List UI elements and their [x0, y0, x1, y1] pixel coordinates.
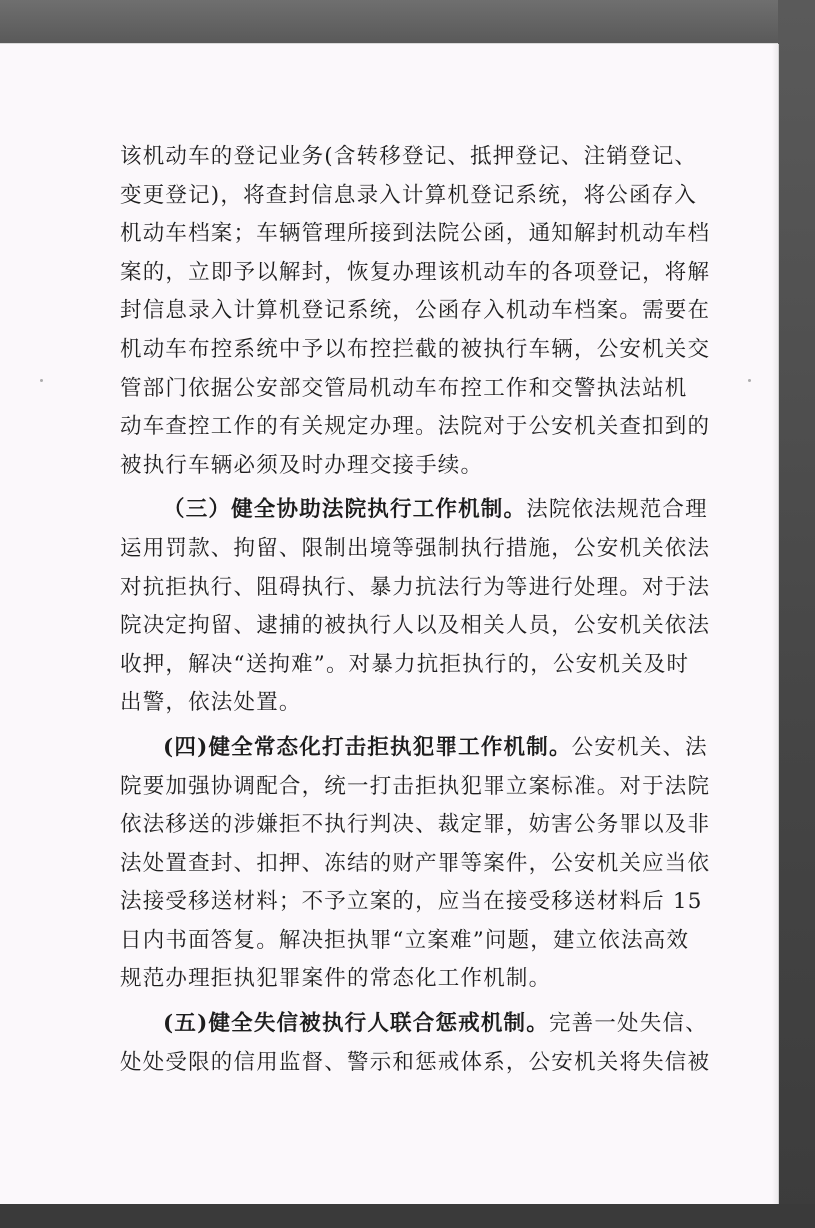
text-line: 案的，立即予以解封，恢复办理该机动车的各项登记，将解 — [120, 259, 711, 285]
text-line: 机动车档案；车辆管理所接到法院公函，通知解封机动车档 — [120, 221, 711, 247]
text-line: 该机动车的登记业务(含转移登记、抵押登记、注销登记、 — [120, 144, 698, 169]
scan-speck — [748, 379, 751, 382]
section-3-first-line — [120, 491, 708, 530]
text-line: 出警，依法处置。 — [120, 690, 302, 716]
text-line: 规范办理拒执犯罪案件的常态化工作机制。 — [120, 966, 552, 992]
section-3-first-rest: 法院依法规范合理 — [526, 497, 708, 523]
text-line: 收押，解决“送拘难”。对暴力抗拒执行的，公安机关及时 — [120, 651, 690, 677]
scan-right-border — [778, 0, 815, 1228]
text-line: 院要加强协调配合，统一打击拒执犯罪立案标准。对于法院 — [120, 773, 711, 799]
section-5-heading: (五)健全失信被执行人联合惩戒机制。 — [163, 1011, 549, 1037]
text-line: 对抗拒执行、阻碍执行、暴力抗法行为等进行处理。对于法 — [120, 574, 711, 600]
text-line: 院决定拘留、逮捕的被执行人以及相关人员，公安机关依法 — [120, 613, 711, 639]
text-line: 处处受限的信用监督、警示和惩戒体系，公安机关将失信被 — [120, 1049, 711, 1075]
section-3-heading: （三）健全协助法院执行工作机制。 — [163, 497, 527, 523]
section-4-first-rest: 公安机关、法 — [571, 734, 708, 760]
text-line: 法接受移送材料；不予立案的，应当在接受移送材料后 15 — [120, 889, 703, 915]
section-5-first-line — [120, 1005, 708, 1044]
text-line: 封信息录入计算机登记系统，公函存入机动车档案。需要在 — [120, 298, 711, 324]
text-line: 日内书面答复。解决拒执罪“立案难”问题，建立依法高效 — [120, 927, 690, 953]
text-line: 管部门依据公安部交管局机动车布控工作和交警执法站机 — [120, 375, 688, 401]
text-line: 动车查控工作的有关规定办理。法院对于公安机关查扣到的 — [120, 414, 711, 440]
text-line: 依法移送的涉嫌拒不执行判决、裁定罪，妨害公务罪以及非 — [120, 812, 711, 838]
text-line: 变更登记)，将查封信息录入计算机登记系统，将公函存入 — [120, 182, 698, 208]
section-4-first-line — [120, 729, 708, 768]
scan-top-border — [0, 0, 815, 44]
scan-bottom-border — [0, 1204, 815, 1228]
section-4-heading: (四)健全常态化打击拒执犯罪工作机制。 — [163, 734, 572, 760]
section-5-first-rest: 完善一处失信、 — [548, 1011, 708, 1037]
text-line: 机动车布控系统中予以布控拦截的被执行车辆，公安机关交 — [120, 336, 711, 362]
text-line: 法处置查封、扣押、冻结的财产罪等案件，公安机关应当依 — [120, 850, 711, 876]
text-line: 被执行车辆必须及时办理交接手续。 — [120, 452, 484, 478]
text-line: 运用罚款、拘留、限制出境等强制执行措施，公安机关依法 — [120, 535, 711, 561]
scan-speck — [40, 379, 43, 382]
document-body — [120, 138, 711, 1082]
